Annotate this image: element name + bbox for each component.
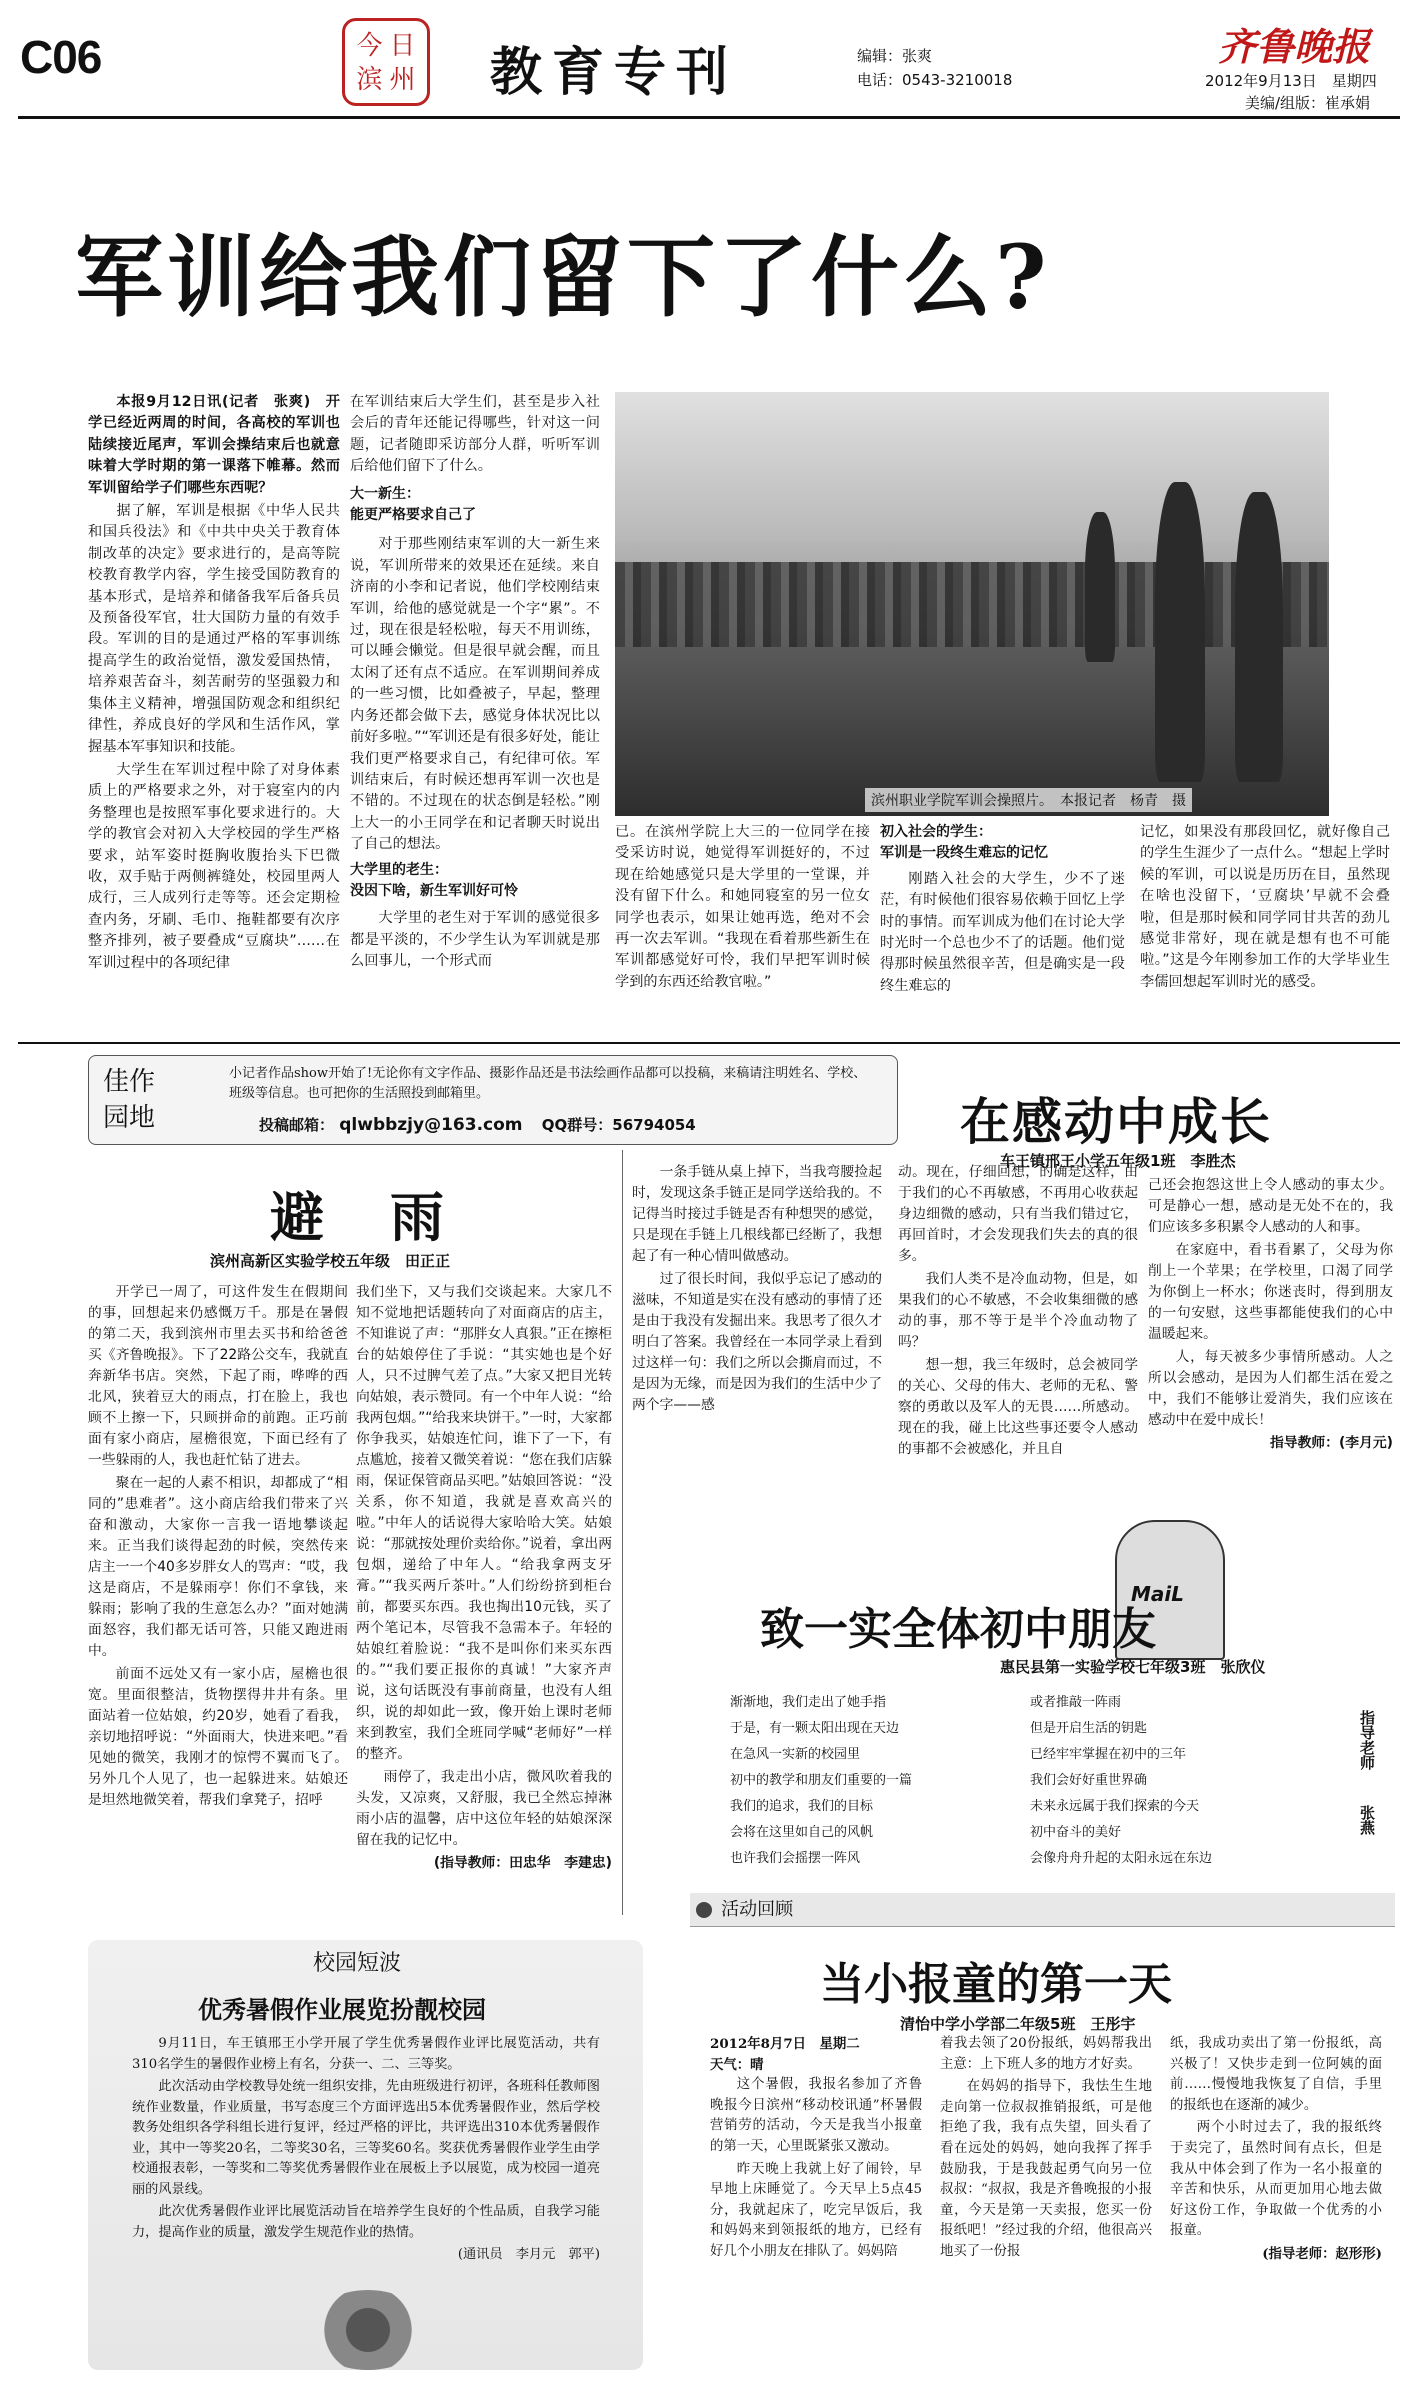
poem-teacher-name: 张燕 <box>1358 1805 1376 1836</box>
main-paragraph: 刚踏入社会的大学生，少不了迷茫，有时候他们很容易依赖于回忆上学时的事情。而军训成为他们在讨论大学时光时一个总也少不了的话题。他们觉得那时候虽然很辛苦，但是确实是一段终生难忘的 <box>880 870 1125 994</box>
garden-title <box>103 1064 155 1136</box>
subhead: 能更严格要求自己了 <box>350 507 476 524</box>
logo-char: 日 <box>389 31 416 61</box>
campus-label: 校园短波 <box>313 1951 402 1976</box>
newsboy-byline: 清怡中学小学部二年级5班 王彤宇 <box>900 2015 1136 2033</box>
rain-paragraph: 聚在一起的人素不相识，却都成了“相同的”患难者”。这小商店给我们带来了兴奋和激动，大家你一言我一语地攀谈起来。正当我们谈得起劲的时候，突然传来店主一一个40多岁胖女人的骂声：“哎，我这是商店，不是躲雨亭！你们不拿钱，来躲雨；影响了我的生意怎么办？”面对她满面怒容，我们都无话可答，只能又跑进雨中。 <box>88 1475 348 1659</box>
logo-char: 滨 <box>356 65 383 95</box>
campus-news-box <box>88 1940 643 2370</box>
grow-byline: 车王镇邢王小学五年级1班 李胜杰 <box>1000 1152 1236 1170</box>
campus-body <box>132 2034 600 2274</box>
rain-paragraph: 前面不远处又有一家小店，屋檐也很宽。里面很整洁，货物摆得井井有条。里面站着一位姑娘，约20岁，她看了看我，亲切地招呼说：“外面雨大，快进来吧。”看见她的微笑，我刚才的惊愕不翼而飞了。另外几个人见了，也一起躲进来。姑娘还是坦然地微笑着，帮我们拿凳子，招呼 <box>88 1666 348 1808</box>
grow-paragraph: 在家庭中，看书看累了，父母为你削上一个苹果；在学校里，口渴了同学为你倒上一杯水；你迷丧时，得到朋友的一句安慰，这些事都能使我们的心中温暖起来。 <box>1148 1242 1393 1342</box>
grow-col-2 <box>898 1162 1138 1522</box>
garden-title-line: 佳作 <box>103 1067 156 1097</box>
rain-title: 避 雨 <box>270 1185 450 1249</box>
photo-caption: 滨州职业学院军训会操照片。 本报记者 杨青 摄 <box>865 788 1192 812</box>
editor-name: 编辑：张爽 <box>857 47 933 65</box>
grow-col-1 <box>632 1162 882 1522</box>
rain-byline: 滨州高新区实验学校五年级 田正正 <box>210 1252 451 1270</box>
poem-right: 或者推敲一阵雨 但是开启生活的钥匙 已经牢牢掌握在初中的三年 我们会好好重世界确 未来永远属于我们探索的今天 初中奋斗的美好 会像舟舟升起的太阳永远在东边 <box>1030 1695 1213 1866</box>
activity-label: 活动回顾 <box>721 1899 794 1920</box>
poem-left: 渐渐地，我们走出了她手指 于是，有一颗太阳出现在天边 在急风一实新的校园里 初中的教学和朋友们重要的一篇 我们的追求，我们的目标 会将在这里如自己的风帆 也许我们会摇摆一阵风 <box>730 1695 913 1866</box>
activity-header <box>690 1893 1395 1927</box>
newsboy-paragraph: 着我去领了20份报纸，妈妈帮我出主意：上下班人多的地方才好卖。 <box>940 2036 1152 2072</box>
main-paragraph: 大学生在军训过程中除了对身体素质上的严格要求之外，对于寝室内的内务整理也是按照军事化要求进行的。大学的教官会对初入大学校园的学生严格要求，站军姿时挺胸收腹抬头下巴微收，双手贴于两侧裤缝处，校园里两人成行，三人成列行走等等。还会定期检查内务，牙刷、毛巾、拖鞋都要有次序整齐排列，被子要叠成“豆腐块”……在军训过程中的各项纪律 <box>88 761 340 971</box>
newsboy-col-1 <box>710 2034 922 2374</box>
rain-teacher: (指导教师：田忠华 李建忠) <box>433 1855 612 1871</box>
main-paragraph: 据了解，军训是根据《中华人民共和国兵役法》和《中共中央关于教育体制改革的决定》要求进行的，是高等院校教育教学内容，学生接受国防教育的基本形式，是培养和储备我军后备兵员及预备役军官，壮大国防力量的有效手段。军训的目的是通过严格的军事训练提高学生的政治觉悟，激发爱国热情，培养艰苦奋斗，刻苦耐劳的坚强毅力和集体主义精神，增强国防观念和组织纪律性，养成良好的学风和生活作风，掌握基本军事知识和技能。 <box>88 503 340 755</box>
main-lead: 本报9月12日讯(记者 张爽) 开学已经近两周的时间，各高校的军训也陆续接近尾声，军训会操结束后也就意味着大学时期的第一课落下帷幕。然而军训留给学子们哪些东西呢？ <box>88 394 340 496</box>
grow-paragraph: 动。现在，仔细回想，的确是这样，由于我们的心不再敏感，不再用心收获起身边细微的感动，只有当我们错过它，再回首时，才会发现我们失去的真的很多。 <box>898 1164 1138 1264</box>
newsboy-paragraph: 这个暑假，我报名参加了齐鲁晚报今日滨州“移动校讯通”杯暑假营销劳的活动，今天是我当小报童的第一天，心里既紧张又激动。 <box>710 2077 922 2154</box>
qq-group: QQ群号：56794054 <box>541 1116 696 1134</box>
newspaper-name: 齐鲁晚报 <box>1218 24 1371 69</box>
rain-paragraph: 雨停了，我走出小店，微风吹着我的头发，又凉爽，又舒服，我已全然忘掉淋雨小店的温馨，店中这位年轻的姑娘深深留在我的记忆中。 <box>356 1769 612 1848</box>
grow-paragraph: 己还会抱怨这世上令人感动的事太少。可是静心一想，感动是无处不在的，我们应该多多积累令人感动的人和事。 <box>1148 1177 1393 1235</box>
main-paragraph: 对于那些刚结束军训的大一新生来说，军训所带来的效果还在延续。来自济南的小李和记者说，他们学校刚结束军训，给他的感觉就是一个字“累”。不过，现在很是轻松啦，每天不用训练，可以睡会懒觉。但是很早就会醒，而且太闲了还有点不适应。在军训期间养成的一些习惯，比如叠被子，早起，整理内务还都会做下去，感觉身体状况比以前好多啦。”“军训还是有很多好处，能让我们更严格要求自己，有纪律可依。军训结束后，有时候还想再军训一次也是不错的。不过现在的状态倒是轻松。”刚上大一的小王同学在和记者聊天时说出了自己的想法。 <box>350 536 600 853</box>
design-credit: 美编/组版：崔承娟 <box>1245 94 1371 112</box>
garden-contact <box>259 1114 696 1135</box>
newsboy-date: 2012年8月7日 星期二 <box>710 2036 860 2052</box>
garden-title-line: 园地 <box>103 1103 156 1133</box>
section-title: 教育专刊 <box>490 42 739 103</box>
grow-paragraph: 一条手链从桌上掉下，当我弯腰捡起时，发现这条手链正是同学送给我的。不记得当时接过手链是否有种想哭的感觉，只是现在手链上几根线都已经断了，我想起了有一种心情叫做感动。 <box>632 1164 882 1264</box>
email-label: 投稿邮箱： <box>259 1116 335 1134</box>
newsboy-paragraph: 在妈妈的指导下，我怯生生地走向第一位叔叔推销报纸，可是他拒绝了我，我有点失望，回头看了看在远处的妈妈，她向我挥了挥手鼓励我，于是我鼓起勇气向另一位叔叔：“叔叔，我是齐鲁晚报的小报童，今天是第一天卖报，您买一份报纸吧！”经过我的介绍，他很高兴地买了一份报 <box>940 2079 1152 2259</box>
main-headline: 军训给我们留下了什么? <box>75 225 1051 329</box>
logo-char: 今 <box>356 31 383 61</box>
grow-paragraph: 人，每天被多少事情所感动。人之所以会感动，是因为人们都生活在爱之中，我们不能够让爱消失，我们应该在感动中在爱中成长！ <box>1148 1349 1393 1428</box>
newsboy-weather: 天气：晴 <box>710 2056 764 2073</box>
flower-decoration <box>308 2290 428 2370</box>
section-rule <box>18 1042 1400 1044</box>
subhead: 没因下啥，新生军训好可怜 <box>350 882 518 899</box>
newsboy-teacher: (指导老师：赵形形) <box>1262 2245 1382 2262</box>
poem-title: 致一实全体初中朋友 <box>760 1604 1156 1655</box>
header-rule <box>18 116 1400 119</box>
grow-paragraph: 想一想，我三年级时，总会被同学的关心、父母的伟大、老师的无私、警察的勇敢以及军人的无畏……所感动。现在的我，碰上比这些事还要令人感动的事都不会被感化，并且自 <box>898 1357 1138 1457</box>
poem-teacher-label: 指导老师 <box>1358 1710 1376 1770</box>
main-col-4 <box>880 822 1125 1037</box>
grow-title: 在感动中成长 <box>960 1092 1272 1151</box>
garden-box <box>88 1055 898 1145</box>
main-col-2 <box>350 392 600 1037</box>
newsboy-title: 当小报童的第一天 <box>820 1959 1172 2010</box>
campus-paragraph: 此次优秀暑假作业评比展览活动旨在培养学生良好的个性品质，自我学习能力，提高作业的质量，激发学生规范作业的热情。 <box>132 2204 600 2240</box>
newsboy-col-3 <box>1170 2034 1382 2374</box>
subhead: 初入社会的学生： <box>880 824 992 840</box>
military-training-photo <box>615 392 1329 816</box>
poem-byline: 惠民县第一实验学校七年级3班 张欣仪 <box>1000 1658 1266 1676</box>
subhead: 大学里的老生： <box>350 861 448 878</box>
logo-char: 州 <box>389 65 416 95</box>
rain-col-2 <box>356 1282 612 1902</box>
editor-info <box>857 44 1012 92</box>
rain-paragraph: 我们坐下，又与我们交谈起来。大家几不知不觉地把话题转向了对面商店的店主，不知谁说了声：“那胖女人真狠。”正在擦柜台的姑娘停住了手说：“其实她也是个好人，只不过脾气差了点。”大家又把目光转向姑娘，表示赞同。有一个中年人说：“给我两包烟。”“给我来块饼干。”一时，大家都你争我买，姑娘连忙问，谁下了一下，有点尴尬，接着又微笑着说：“您在我们店躲雨，保证保管商品买吧。”姑娘回答说：“没关系，你不知道，我就是喜欢高兴的啦。”中年人的话说得大家哈哈大笑。姑娘说：“那就按处理价卖给你。”说着，拿出两包烟，递给了中年人。“给我拿两支牙膏。”“我买两斤茶叶。”人们纷纷挤到柜台前，都要买东西。我也掏出10元钱，买了两个笔记本，尽管我不急需本子。年轻的姑娘红着脸说：“我不是叫你们来买东西的。”“我们要正报你的真诚！”大家齐声说，这句话既没有事前商量，也没有人组织，说的却如此一致，像开始上课时老师来到教室，我们全班同学喊“老师好”一样的整齐。 <box>356 1284 612 1762</box>
page-number: C06 <box>20 31 102 83</box>
column-logo <box>342 18 430 106</box>
main-col-1 <box>88 392 340 1037</box>
column-divider <box>622 1150 623 1915</box>
grow-teacher: 指导教师：(李月元) <box>1270 1435 1393 1451</box>
campus-paragraph: 此次活动由学校教导处统一组织安排，先由班级进行初评，各班科任教师图统作业数量，作业质量，书写态度三个方面评选出5本优秀暑假作业，然后学校教务处组织各学科组长进行复评，经过严格的评比，共评选出310本优秀暑假作业，其中一等奖20名，二等奖30名，三等奖60名。奖获优秀暑假作业学生由学校通报表彰，一等奖和二等奖优秀暑假作业在展板上予以展览，成为校园一道亮丽的风景线。 <box>132 2079 600 2197</box>
poem-teacher <box>1355 1710 1379 1835</box>
campus-title: 优秀暑假作业展览扮靓校园 <box>198 1995 486 2024</box>
issue-date: 2012年9月13日 星期四 <box>1205 72 1377 90</box>
grow-col-3 <box>1148 1175 1393 1535</box>
mail-label: MaiL <box>1131 1582 1184 1606</box>
rain-col-1 <box>88 1282 348 1902</box>
main-paragraph: 已。在滨州学院上大三的一位同学在接受采访时说，她觉得军训挺好的，不过现在给她感觉只是大学里的一堂课，并没有留下什么。和她同寝室的另一位女同学也表示，如果让她再选，绝对不会再一次去军训。“我现在看着那些新生在军训都感觉好可怜，我们早把军训时候学到的东西还给教官啦。” <box>615 824 870 990</box>
main-col-3 <box>615 822 870 1037</box>
main-paragraph: 在军训结束后大学生们，甚至是步入社会后的青年还能记得哪些，针对这一问题，记者随即采访部分人群，听听军训后给他们留下了什么。 <box>350 394 600 475</box>
activity-dot-icon <box>696 1902 712 1918</box>
grow-paragraph: 我们人类不是冷血动物，但是，如果我们的心不敏感，不会收集细微的感动的事，那不等于是半个冷血动物了吗？ <box>898 1271 1138 1350</box>
subhead: 军训是一段终生难忘的记忆 <box>880 845 1048 862</box>
subhead: 大一新生： <box>350 485 420 502</box>
editor-phone: 电话：0543-3210018 <box>857 71 1013 89</box>
main-paragraph: 记忆，如果没有那段回忆，就好像自己的学生生涯少了一点什么。“想起上学时候的军训，可以说是历历在目，虽然现在啥也没留下，‘豆腐块’早就不会叠啦，但是那时候和同学同甘共苦的劲儿感觉非常好，现在就是想有也不可能啦。”这是今年刚参加工作的大学毕业生李儒回想起军训时光的感受。 <box>1140 824 1390 990</box>
newsboy-col-2 <box>940 2034 1152 2374</box>
main-paragraph: 大学里的老生对于军训的感觉很多都是平淡的，不少学生认为军训就是那么回事儿，一个形式而 <box>350 910 600 970</box>
newsboy-paragraph: 纸，我成功卖出了第一份报纸，高兴极了！又快步走到一位阿姨的面前……慢慢地我恢复了自信，手里的报纸也在逐渐的减少。 <box>1170 2036 1382 2113</box>
grow-paragraph: 过了很长时间，我似乎忘记了感动的滋味，不知道是实在没有感动的事情了还是由于我没有发掘出来。我思考了很久才明白了答案。我曾经在一本同学录上看到过这样一句：我们之所以会撕肩而过，不是因为无缘，而是因为我们的生活中少了两个字——感 <box>632 1271 882 1413</box>
rain-paragraph: 开学已一周了，可这件发生在假期间的事，回想起来仍感慨万千。那是在暑假的第二天，我到滨州市里去买书和给爸爸买《齐鲁晚报》。下了22路公交车，我就直奔新华书店。突然，下起了雨，哗哗的西北风，狭着豆大的雨点，打在脸上，我也顾不上擦一下，只顾拼命的前跑。正巧前面有家小商店，屋檐很宽，下面已经有了一些躲雨的人，我也赶忙钻了进去。 <box>88 1284 348 1468</box>
newsboy-paragraph: 昨天晚上我就上好了闹铃，早早地上床睡觉了。今天早上5点45分，我就起床了，吃完早饭后，我和妈妈来到领报纸的地方，已经有好几个小朋友在排队了。妈妈陪 <box>710 2161 922 2259</box>
newsboy-paragraph: 两个小时过去了，我的报纸终于卖完了，虽然时间有点长，但是我从中体会到了作为一名小报童的辛苦和快乐，从而更加用心地去做好这份工作，争取做一个优秀的小报童。 <box>1170 2120 1382 2239</box>
main-col-5 <box>1140 822 1390 1037</box>
campus-credit: (通讯员 李月元 郭平) <box>457 2247 600 2262</box>
garden-notice: 小记者作品show开始了!无论你有文字作品、摄影作品还是书法绘画作品都可以投稿，来稿请注明姓名、学校、班级等信息。也可把你的生活照投到邮箱里。 <box>229 1066 867 1101</box>
email-link[interactable]: qlwbbzjy@163.com <box>339 1115 523 1135</box>
campus-paragraph: 9月11日，车王镇邢王小学开展了学生优秀暑假作业评比展览活动，共有310名学生的暑假作业榜上有名，分获一、二、三等奖。 <box>132 2036 600 2072</box>
